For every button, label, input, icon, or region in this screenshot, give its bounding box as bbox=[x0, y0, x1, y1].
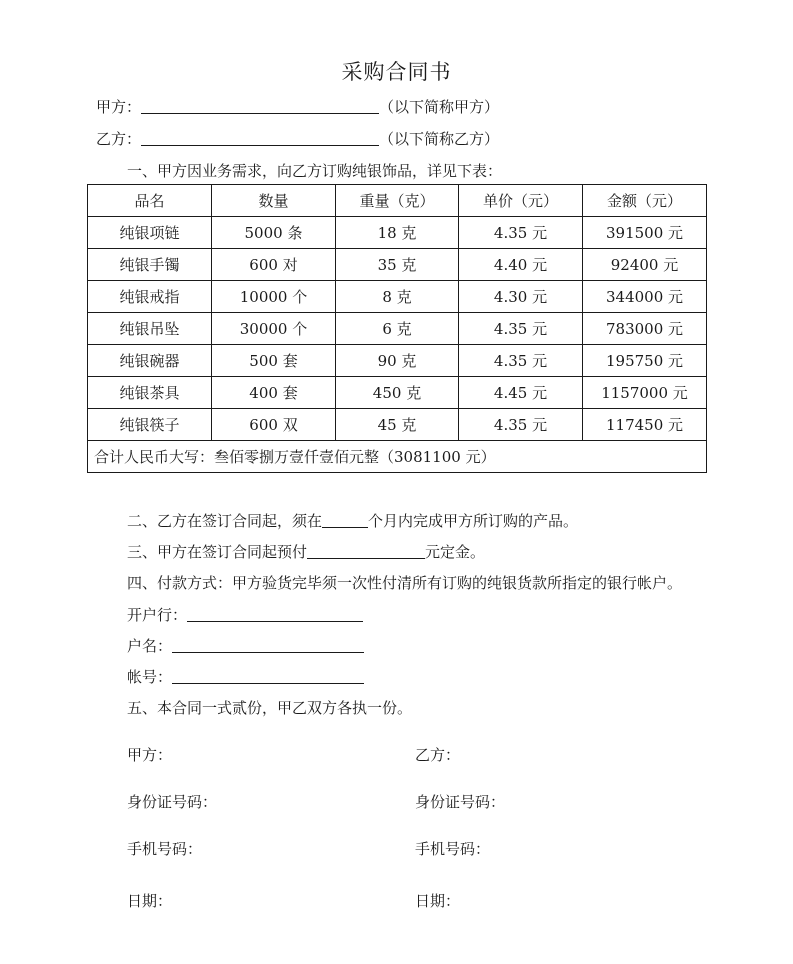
cell-amount: 391500 元 bbox=[583, 217, 707, 249]
table-total-row bbox=[88, 441, 707, 473]
table-row bbox=[88, 281, 707, 313]
goods-table bbox=[87, 184, 707, 473]
clause-3-text-before: 三、甲方在签订合同起预付 bbox=[127, 543, 308, 561]
party-a-note: （以下简称甲方） bbox=[379, 98, 500, 116]
party-a-line bbox=[96, 96, 499, 117]
id-number-b: 身份证号码： bbox=[415, 793, 506, 811]
cell-amount: 195750 元 bbox=[583, 345, 707, 377]
clause-2-text-after: 个月内完成甲方所订购的产品。 bbox=[368, 512, 579, 530]
table-row bbox=[88, 409, 707, 441]
cell-quantity: 600 双 bbox=[212, 409, 336, 441]
header-quantity: 数量 bbox=[212, 185, 336, 217]
account-name-label: 户名： bbox=[127, 637, 173, 655]
table-row bbox=[88, 377, 707, 409]
cell-amount: 344000 元 bbox=[583, 281, 707, 313]
cell-quantity: 5000 条 bbox=[212, 217, 336, 249]
clause-1: 一、甲方因业务需求，向乙方订购纯银饰品，详见下表： bbox=[127, 162, 503, 180]
cell-unit-price: 4.30 元 bbox=[459, 281, 583, 313]
cell-unit-price: 4.45 元 bbox=[459, 377, 583, 409]
cell-weight: 45 克 bbox=[336, 409, 459, 441]
table-row bbox=[88, 217, 707, 249]
cell-weight: 6 克 bbox=[336, 313, 459, 345]
id-number-a: 身份证号码： bbox=[127, 793, 218, 811]
contract-title: 采购合同书 bbox=[341, 60, 452, 84]
cell-weight: 450 克 bbox=[336, 377, 459, 409]
date-a: 日期： bbox=[127, 892, 173, 910]
party-b-label: 乙方： bbox=[96, 130, 142, 148]
header-weight: 重量（克） bbox=[336, 185, 459, 217]
account-number-label: 帐号： bbox=[127, 668, 173, 686]
clause-3 bbox=[127, 541, 485, 562]
cell-weight: 8 克 bbox=[336, 281, 459, 313]
table-row bbox=[88, 345, 707, 377]
header-name: 品名 bbox=[88, 185, 212, 217]
months-blank[interactable] bbox=[322, 511, 368, 528]
table-header-row bbox=[88, 185, 707, 217]
cell-unit-price: 4.40 元 bbox=[459, 249, 583, 281]
cell-quantity: 400 套 bbox=[212, 377, 336, 409]
party-b-line bbox=[96, 128, 499, 149]
account-name-blank[interactable] bbox=[172, 636, 364, 653]
cell-amount: 117450 元 bbox=[583, 409, 707, 441]
cell-amount: 92400 元 bbox=[583, 249, 707, 281]
clause-2-text-before: 二、乙方在签订合同起，须在 bbox=[127, 512, 323, 530]
cell-name: 纯银戒指 bbox=[88, 281, 212, 313]
total-amount-text: 合计人民币大写：叁佰零捌万壹仟壹佰元整（3081100 元） bbox=[88, 441, 707, 473]
party-b-blank[interactable] bbox=[141, 129, 379, 146]
header-amount: 金额（元） bbox=[583, 185, 707, 217]
cell-unit-price: 4.35 元 bbox=[459, 409, 583, 441]
header-unit-price: 单价（元） bbox=[459, 185, 583, 217]
cell-unit-price: 4.35 元 bbox=[459, 217, 583, 249]
clause-5: 五、本合同一式贰份，甲乙双方各执一份。 bbox=[127, 699, 413, 717]
cell-quantity: 600 对 bbox=[212, 249, 336, 281]
bank-open-blank[interactable] bbox=[187, 605, 363, 622]
party-b-note: （以下简称乙方） bbox=[379, 130, 500, 148]
account-name-line bbox=[127, 635, 364, 656]
table-row bbox=[88, 313, 707, 345]
cell-unit-price: 4.35 元 bbox=[459, 313, 583, 345]
cell-amount: 1157000 元 bbox=[583, 377, 707, 409]
clause-2 bbox=[127, 510, 578, 531]
phone-a: 手机号码： bbox=[127, 840, 203, 858]
phone-b: 手机号码： bbox=[415, 840, 491, 858]
clause-3-text-after: 元定金。 bbox=[425, 543, 486, 561]
cell-name: 纯银吊坠 bbox=[88, 313, 212, 345]
account-number-line bbox=[127, 666, 364, 687]
deposit-blank[interactable] bbox=[307, 542, 425, 559]
cell-unit-price: 4.35 元 bbox=[459, 345, 583, 377]
bank-open-line bbox=[127, 604, 363, 625]
date-b: 日期： bbox=[415, 892, 461, 910]
party-a-blank[interactable] bbox=[141, 97, 379, 114]
cell-name: 纯银手镯 bbox=[88, 249, 212, 281]
sign-party-b: 乙方： bbox=[415, 746, 461, 764]
cell-weight: 18 克 bbox=[336, 217, 459, 249]
table-row bbox=[88, 249, 707, 281]
cell-name: 纯银项链 bbox=[88, 217, 212, 249]
cell-name: 纯银筷子 bbox=[88, 409, 212, 441]
cell-quantity: 30000 个 bbox=[212, 313, 336, 345]
cell-weight: 35 克 bbox=[336, 249, 459, 281]
cell-name: 纯银碗器 bbox=[88, 345, 212, 377]
cell-weight: 90 克 bbox=[336, 345, 459, 377]
bank-open-label: 开户行： bbox=[127, 606, 188, 624]
sign-party-a: 甲方： bbox=[127, 746, 173, 764]
account-number-blank[interactable] bbox=[172, 667, 364, 684]
cell-amount: 783000 元 bbox=[583, 313, 707, 345]
clause-4: 四、付款方式：甲方验货完毕须一次性付清所有订购的纯银货款所指定的银行帐户。 bbox=[127, 574, 683, 592]
cell-name: 纯银茶具 bbox=[88, 377, 212, 409]
cell-quantity: 10000 个 bbox=[212, 281, 336, 313]
cell-quantity: 500 套 bbox=[212, 345, 336, 377]
party-a-label: 甲方： bbox=[96, 98, 142, 116]
